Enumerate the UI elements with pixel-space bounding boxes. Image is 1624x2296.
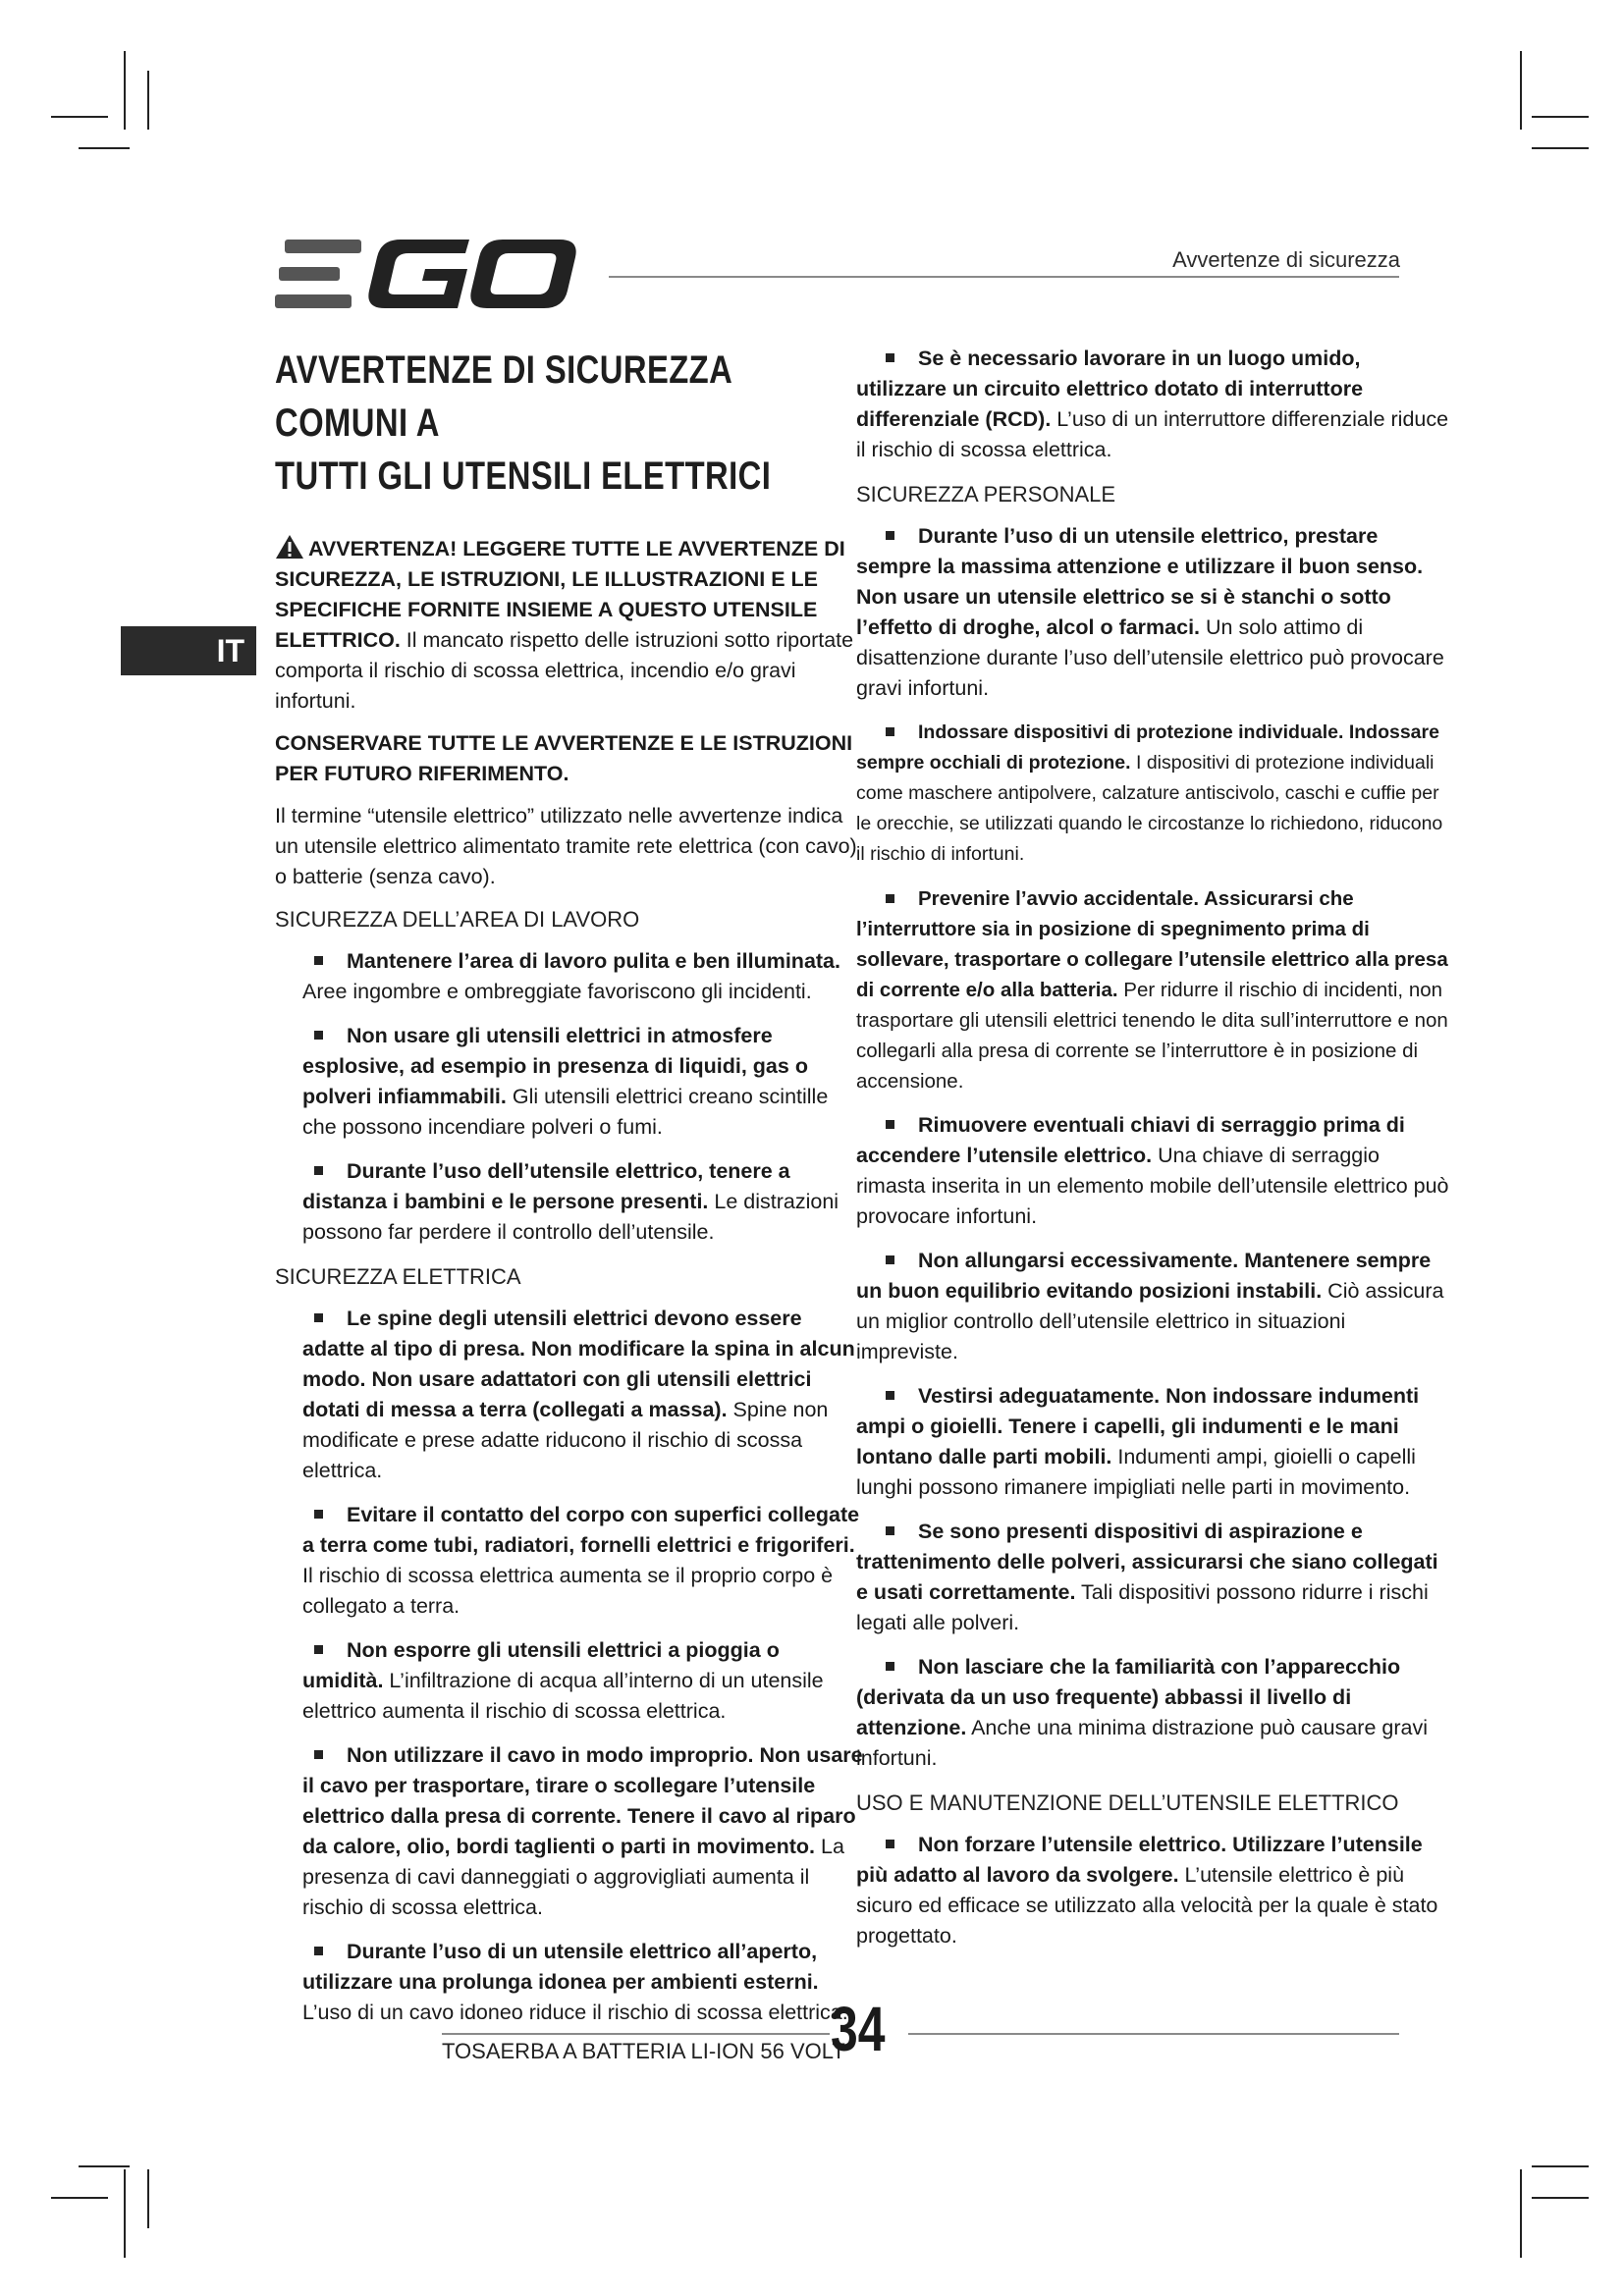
footer-rule: [442, 2033, 830, 2035]
term-definition: Il termine “utensile elettrico” utilizzato nelle avvertenze indica un utensile elettrico alimentato tramite rete elettrica (con cavo) o batterie (senza cavo).: [275, 804, 857, 888]
warning-paragraph: [275, 534, 864, 717]
list-item: Non lasciare che la familiarità con l’apparecchio (derivata da un uso frequente) abbassi il livello di attenzione. Anche una minima distrazione può causare gravi infortuni.: [856, 1655, 1428, 1770]
list-item: Durante l’uso dell’utensile elettrico, tenere a distanza i bambini e le persone presenti. Le distrazioni possono far perdere il controllo dell’utensile.: [302, 1159, 839, 1244]
crop-mark: [1532, 116, 1589, 118]
warning-label: AVVERTENZA!: [308, 537, 458, 561]
section-heading-personal: SICUREZZA PERSONALE: [856, 482, 1116, 507]
bullet-icon: [886, 353, 894, 362]
section-heading-work-area: SICUREZZA DELL’AREA DI LAVORO: [275, 907, 640, 932]
list-item: Durante l’uso di un utensile elettrico all’aperto, utilizzare una prolunga idonea per ambienti esterni. L’uso di un cavo idoneo riduce il rischio di scossa elettrica.: [302, 1940, 848, 2024]
ego-logo: [275, 234, 579, 316]
bullet-icon: [314, 1031, 323, 1040]
list-item: Le spine degli utensili elettrici devono essere adatte al tipo di presa. Non modificare la spina in alcun modo. Non usare adattatori con gli utensili elettrici dotati di messa a terra (collegati a massa). Spine non modificate e prese adatte riducono il rischio di scossa elettrica.: [302, 1307, 855, 1482]
footer-rule: [908, 2033, 1399, 2035]
bullet-icon: [886, 1526, 894, 1535]
list-item: Vestirsi adeguatamente. Non indossare indumenti ampi o gioielli. Tenere i capelli, gli indumenti e le mani lontano dalle parti mobili. Indumenti ampi, gioielli o capelli lunghi possono rimanere impigliati nelle parti in movimento.: [856, 1384, 1420, 1499]
list-item: Non usare gli utensili elettrici in atmosfere esplosive, ad esempio in presenza di liquidi, gas o polveri infiammabili. Gli utensili elettrici creano scintille che possono incendiare polveri o fumi.: [302, 1024, 829, 1139]
crop-mark: [147, 2169, 149, 2228]
crop-mark: [79, 2165, 130, 2167]
bullet-icon: [886, 1120, 894, 1129]
title-line-1: AVVERTENZE DI SICUREZZA COMUNI A: [275, 348, 732, 445]
bullet-icon: [314, 1750, 323, 1759]
bullet-icon: [314, 1645, 323, 1654]
right-column: [856, 344, 1450, 1965]
warning-triangle-icon: [275, 534, 304, 560]
list-item: Se è necessario lavorare in un luogo umido, utilizzare un circuito elettrico dotato di interruttore differenziale (RCD). L’uso di un interruttore differenziale riduce il rischio di scossa elettrica.: [856, 347, 1449, 461]
bullet-icon: [314, 1947, 323, 1955]
crop-mark: [1532, 147, 1589, 149]
keep-notice: CONSERVARE TUTTE LE AVVERTENZE E LE ISTRUZIONI PER FUTURO RIFERIMENTO.: [275, 731, 853, 785]
header-rule: [609, 276, 1399, 278]
crop-mark: [51, 116, 108, 118]
title-line-2: TUTTI GLI UTENSILI ELETTRICI: [275, 454, 772, 498]
crop-mark: [1532, 2165, 1589, 2167]
bullet-icon: [314, 1313, 323, 1322]
bullet-icon: [886, 894, 894, 903]
warning-text: Il mancato rispetto delle istruzioni sotto riportate comporta il rischio di scossa elettrica, incendio e/o gravi infortuni.: [275, 628, 854, 713]
page-title: [275, 344, 863, 503]
bullet-icon: [886, 1662, 894, 1671]
section-heading-electrical: SICUREZZA ELETTRICA: [275, 1264, 521, 1289]
list-item: Prevenire l’avvio accidentale. Assicurarsi che l’interruttore sia in posizione di spegnimento prima di sollevare, trasportare o collegare l’utensile elettrico alla presa di corrente e/o alla batteria. Per ridurre il rischio di incidenti, non trasportare gli utensili elettrici tenendo le dita sull’interruttore e non collegarli alla presa di corrente se l’interruttore è in posizione di accensione.: [856, 887, 1448, 1093]
crop-mark: [124, 2169, 126, 2258]
bullet-icon: [314, 1510, 323, 1519]
list-item: Evitare il contatto del corpo con superfici collegate a terra come tubi, radiatori, fornelli elettrici e frigoriferi. Il rischio di scossa elettrica aumenta se il proprio corpo è collegato a terra.: [302, 1503, 860, 1618]
bullet-icon: [314, 1166, 323, 1175]
list-item: Non forzare l’utensile elettrico. Utilizzare l’utensile più adatto al lavoro da svolgere. L’utensile elettrico è più sicuro ed efficace se utilizzato alla velocità per la quale è stato progettato.: [856, 1833, 1438, 1948]
crop-mark: [1520, 2169, 1522, 2258]
crop-mark: [1532, 2197, 1589, 2199]
crop-mark: [124, 51, 126, 130]
section-heading-use-care: USO E MANUTENZIONE DELL’UTENSILE ELETTRICO: [856, 1790, 1399, 1815]
list-item: Rimuovere eventuali chiavi di serraggio prima di accendere l’utensile elettrico. Una chiave di serraggio rimasta inserita in un elemento mobile dell’utensile elettrico può provocare infortuni.: [856, 1113, 1449, 1228]
list-item: Indossare dispositivi di protezione individuale. Indossare sempre occhiali di protezione. I dispositivi di protezione individuali come maschere antipolvere, calzature antiscivolo, caschi e cuffie per le orecchie, se utilizzati quando le circostanze lo richiedono, riducono il rischio di infortuni.: [856, 721, 1443, 865]
crop-mark: [147, 71, 149, 130]
crop-mark: [79, 147, 130, 149]
bullet-icon: [314, 956, 323, 965]
left-column: [275, 344, 864, 2042]
list-item: Se sono presenti dispositivi di aspirazione e trattenimento delle polveri, assicurarsi che siano collegati e usati correttamente. Tali dispositivi possono ridurre i rischi legati alle polveri.: [856, 1520, 1438, 1634]
header-section-title: Avvertenze di sicurezza: [1172, 247, 1400, 272]
warning-bold: LEGGERE TUTTE LE AVVERTENZE DI SICUREZZA, LE ISTRUZIONI, LE ILLUSTRAZIONI E LE SPECIFICHE FORNITE INSIEME A QUESTO UTENSILE ELETTRICO.: [275, 537, 845, 652]
bullet-icon: [886, 1255, 894, 1264]
list-item: Mantenere l’area di lavoro pulita e ben illuminata. Aree ingombre e ombreggiate favoriscono gli incidenti.: [302, 949, 840, 1003]
list-item: Non utilizzare il cavo in modo improprio. Non usare il cavo per trasportare, tirare o scollegare l’utensile elettrico dalla presa di corrente. Tenere il cavo al riparo da calore, olio, bordi taglienti o parti in movimento. La presenza di cavi danneggiati o aggrovigliati aumenta il rischio di scossa elettrica.: [302, 1743, 863, 1919]
page-number: 34: [831, 1994, 886, 2064]
footer-product-name: TOSAERBA A BATTERIA LI-ION 56 VOLT: [442, 2039, 845, 2063]
bullet-icon: [886, 1391, 894, 1400]
language-tab: IT: [121, 626, 256, 675]
list-item: Non allungarsi eccessivamente. Mantenere sempre un buon equilibrio evitando posizioni instabili. Ciò assicura un miglior controllo dell’utensile elettrico in situazioni impreviste.: [856, 1249, 1444, 1363]
bullet-icon: [886, 1840, 894, 1848]
bullet-icon: [886, 727, 894, 736]
list-item: Durante l’uso di un utensile elettrico, prestare sempre la massima attenzione e utilizzare il buon senso. Non usare un utensile elettrico se si è stanchi o sotto l’effetto di droghe, alcol o farmaci. Un solo attimo di disattenzione durante l’uso dell’utensile elettrico può provocare gravi infortuni.: [856, 524, 1444, 700]
bullet-icon: [886, 531, 894, 540]
crop-mark: [1520, 51, 1522, 130]
list-item: Non esporre gli utensili elettrici a pioggia o umidità. L’infiltrazione di acqua all’interno di un utensile elettrico aumenta il rischio di scossa elettrica.: [302, 1638, 824, 1723]
crop-mark: [51, 2197, 108, 2199]
